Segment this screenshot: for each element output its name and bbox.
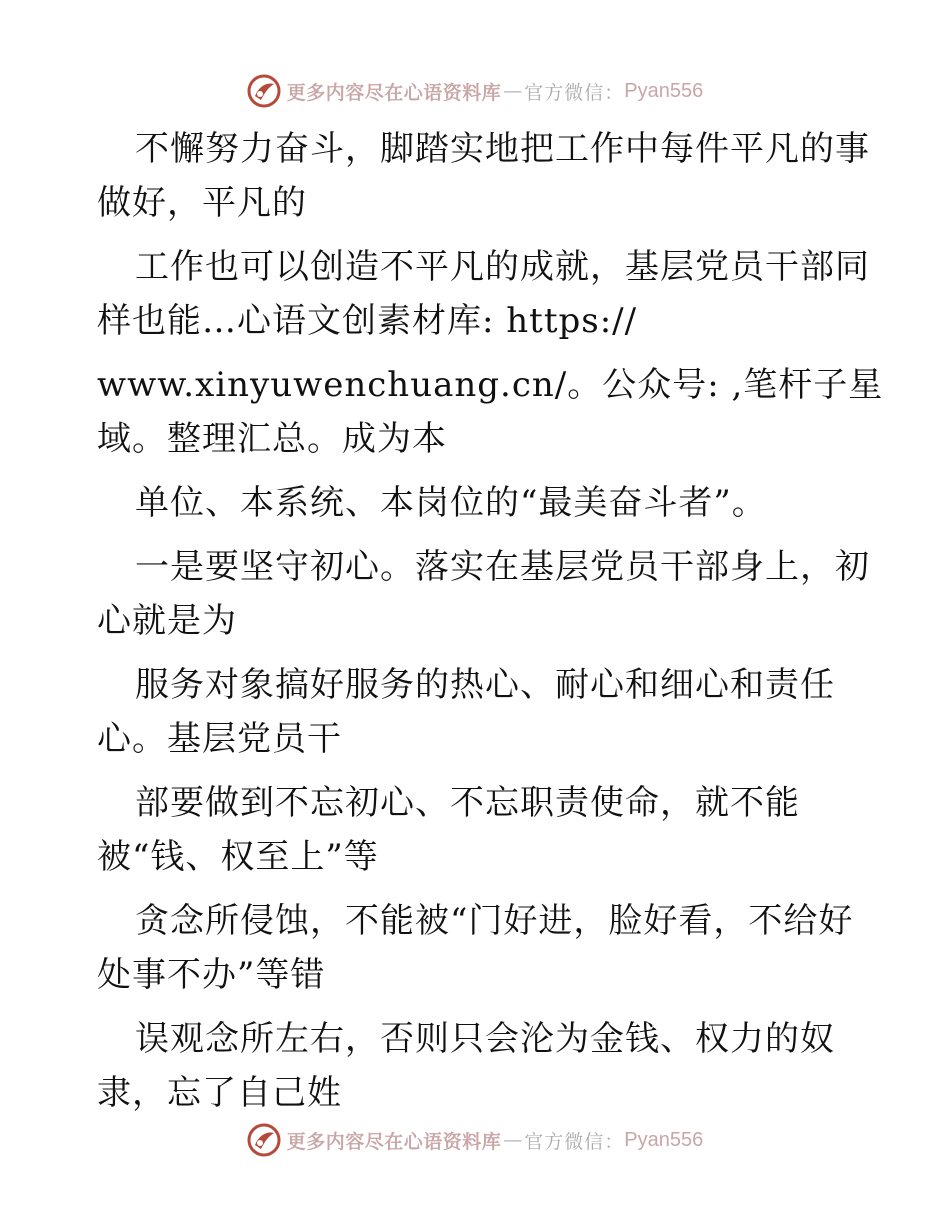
banner-weixin-id: Pyan556 [624, 79, 704, 102]
body-line: 心就是为 [97, 601, 237, 641]
footer-banner [0, 1120, 950, 1160]
body-line: 一是要坚守初心。落实在基层党员干部身上，初 [135, 547, 870, 587]
banner-text: 更多内容尽在心语资料库 [286, 81, 502, 104]
body-line: 样也能…心语文创素材库: https:// [97, 301, 638, 341]
brand-logo-icon [247, 74, 281, 108]
body-line: 心。基层党员干 [97, 719, 342, 759]
body-line: 不懈努力奋斗，脚踏实地把工作中每件平凡的事 [135, 129, 870, 169]
banner-weixin-label: 官方微信： [524, 1130, 625, 1153]
banner-weixin-id: Pyan556 [624, 1128, 704, 1151]
body-line: 域。整理汇总。成为本 [97, 419, 447, 459]
brand-logo-icon [247, 1123, 281, 1157]
body-line: 部要做到不忘初心、不忘职责使命，就不能 [135, 783, 800, 823]
body-line: 贪念所侵蚀，不能被“门好进，脸好看，不给好 [135, 901, 854, 941]
body-line: 工作也可以创造不平凡的成就，基层党员干部同 [135, 247, 870, 287]
banner-weixin-label: 官方微信： [524, 81, 625, 104]
banner-separator: — [503, 80, 523, 102]
header-banner [0, 71, 950, 111]
body-line: 被“钱、权至上”等 [97, 837, 379, 877]
body-line: www.xinyuwenchuang.cn/。公众号: ,笔杆子星 [97, 365, 884, 405]
banner-text: 更多内容尽在心语资料库 [286, 1130, 502, 1153]
body-line: 处事不办”等错 [97, 955, 326, 995]
banner-separator: — [503, 1129, 523, 1151]
body-line: 隶，忘了自己姓 [97, 1073, 342, 1113]
body-line: 服务对象搞好服务的热心、耐心和细心和责任 [135, 665, 835, 705]
body-line: 误观念所左右，否则只会沦为金钱、权力的奴 [135, 1019, 835, 1059]
body-line: 单位、本系统、本岗位的“最美奋斗者”。 [135, 483, 767, 523]
document-body [97, 122, 884, 1120]
body-line: 做好，平凡的 [97, 183, 307, 223]
